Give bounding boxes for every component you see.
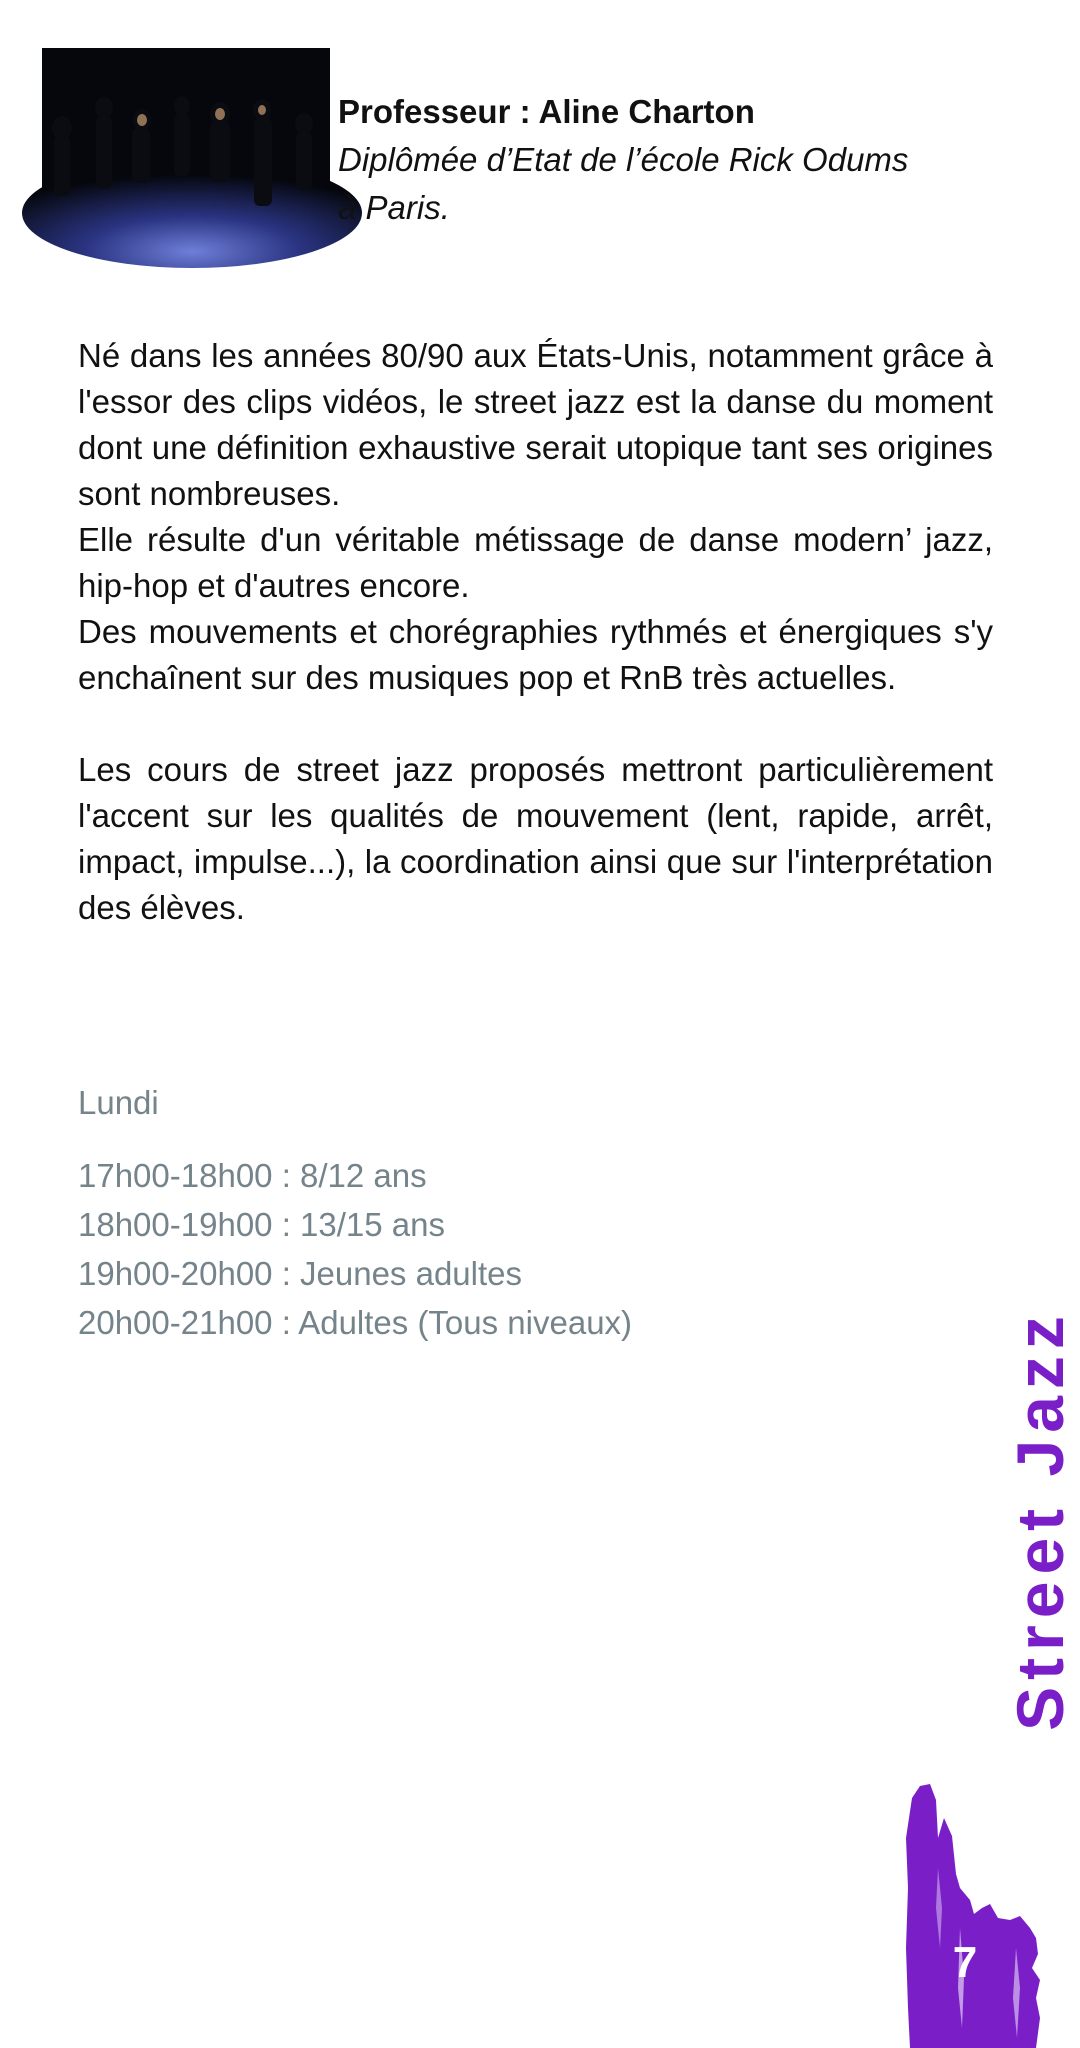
description-paragraph: Les cours de street jazz proposés mettront particulièrement l'accent sur les qualités de mouvement (lent, rapide, arrêt, impact, impulse...), la coordination ainsi que sur l'interprétation des élèves. xyxy=(78,751,993,926)
schedule-slot: 17h00-18h00 : 8/12 ans xyxy=(78,1157,427,1194)
schedule-day: Lundi xyxy=(78,1084,159,1121)
brush-stroke-decoration xyxy=(900,1778,1043,2048)
teacher-diploma-line1: Diplômée d’Etat de l’école Rick Odums xyxy=(338,141,909,178)
schedule-slot: 19h00-20h00 : Jeunes adultes xyxy=(78,1255,523,1292)
page-number: 7 xyxy=(952,1938,978,1987)
description xyxy=(78,333,993,931)
teacher-diploma-line2: à Paris. xyxy=(338,189,450,226)
schedule-slot: 20h00-21h00 : Adultes (Tous niveaux) xyxy=(78,1304,633,1341)
description-paragraph: Elle résulte d'un véritable métissage de danse modern’ jazz, hip-hop et d'autres encore. xyxy=(78,521,993,604)
schedule-slot: 18h00-19h00 : 13/15 ans xyxy=(78,1206,445,1243)
teacher-info xyxy=(338,88,1018,232)
section-title: Street Jazz xyxy=(1003,1309,1077,1731)
teacher-name: Professeur : Aline Charton xyxy=(338,93,755,130)
description-paragraph: Des mouvements et chorégraphies rythmés et énergiques s'y enchaînent sur des musiques pop et RnB très actuelles. xyxy=(78,613,993,696)
description-paragraph: Né dans les années 80/90 aux États-Unis, notamment grâce à l'essor des clips vidéos, le street jazz est la danse du moment dont une définition exhaustive serait utopique tant ses origines sont nombreuses. xyxy=(78,337,993,512)
schedule xyxy=(78,1078,878,1347)
dance-photo xyxy=(42,48,330,239)
